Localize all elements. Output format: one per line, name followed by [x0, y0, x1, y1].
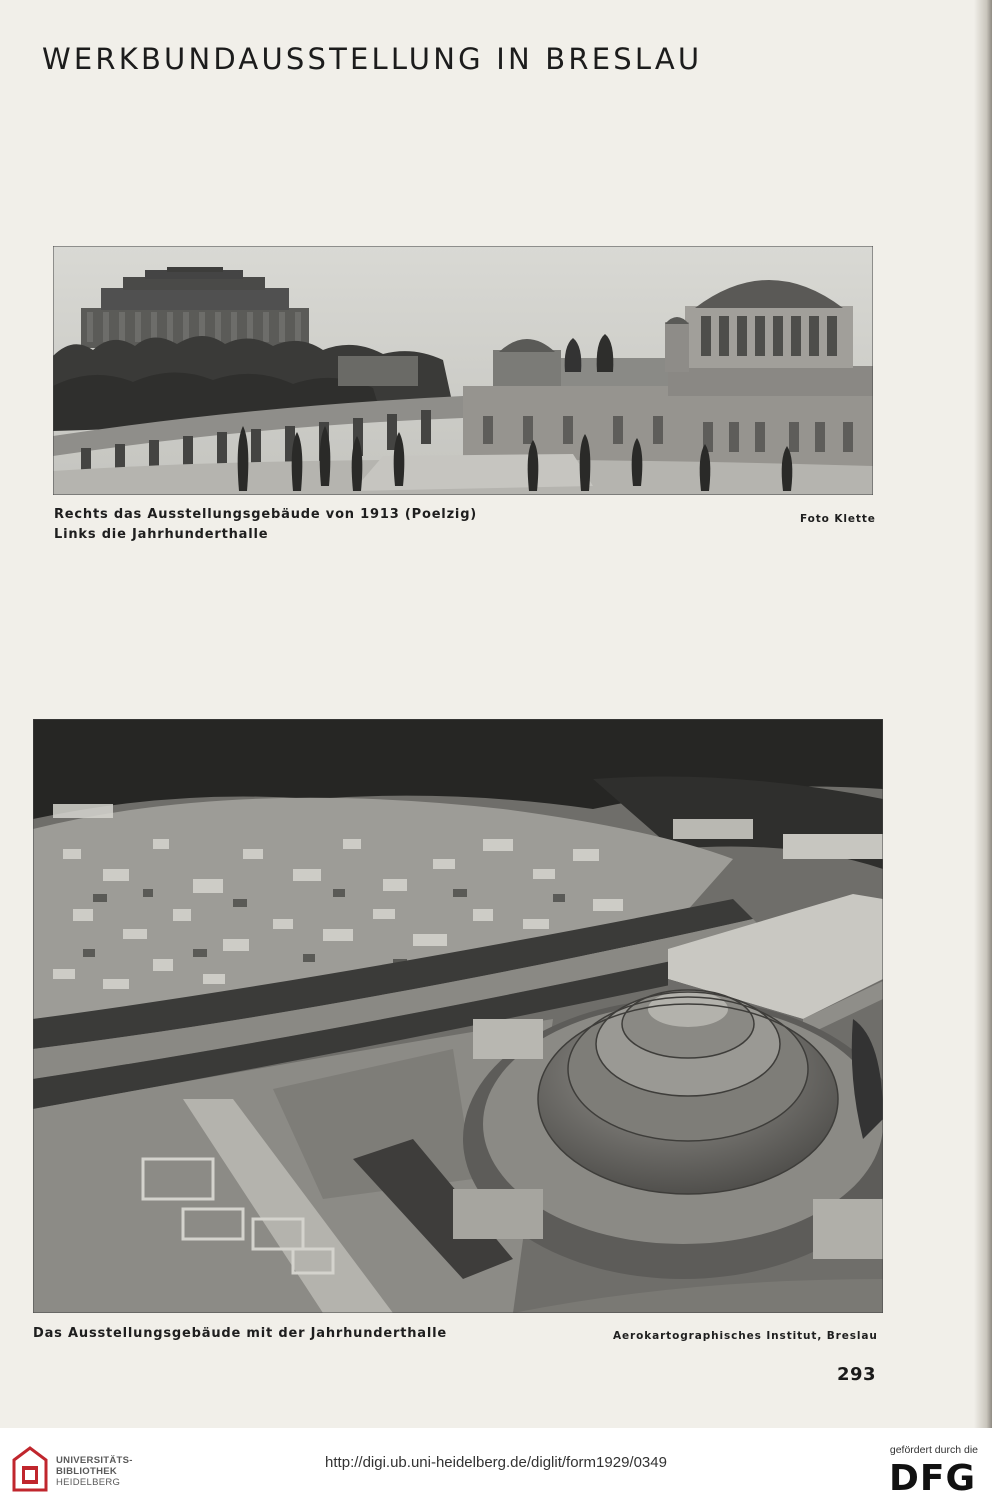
page-title: WERKBUNDAUSSTELLUNG IN BRESLAU: [42, 42, 703, 76]
library-name-line2: BIBLIOTHEK: [56, 1466, 118, 1477]
permalink-url[interactable]: http://digi.ub.uni-heidelberg.de/diglit/form1929/0349: [325, 1454, 667, 1471]
dfg-logo[interactable]: DFG: [888, 1458, 976, 1499]
photo-exhibition-buildings: [53, 246, 873, 495]
figure1-credit: Foto Klette: [800, 513, 876, 525]
sponsor-label: gefördert durch die: [889, 1444, 978, 1456]
page-edge-shadow: [974, 0, 992, 1428]
library-name-line3: HEIDELBERG: [56, 1477, 121, 1488]
figure1-caption-line2: Links die Jahrhunderthalle: [54, 527, 269, 542]
figure2-credit: Aerokartographisches Institut, Breslau: [613, 1330, 878, 1342]
page-number: 293: [837, 1364, 877, 1385]
figure1-caption-line1: Rechts das Ausstellungsgebäude von 1913 (Poelzig): [54, 507, 478, 522]
figure2-caption: Das Ausstellungsgebäude mit der Jahrhunderthalle: [33, 1326, 447, 1341]
library-name-line1: UNIVERSITÄTS-: [56, 1455, 133, 1466]
digitization-footer: [0, 1428, 992, 1508]
photo-aerial-view: [33, 719, 883, 1313]
